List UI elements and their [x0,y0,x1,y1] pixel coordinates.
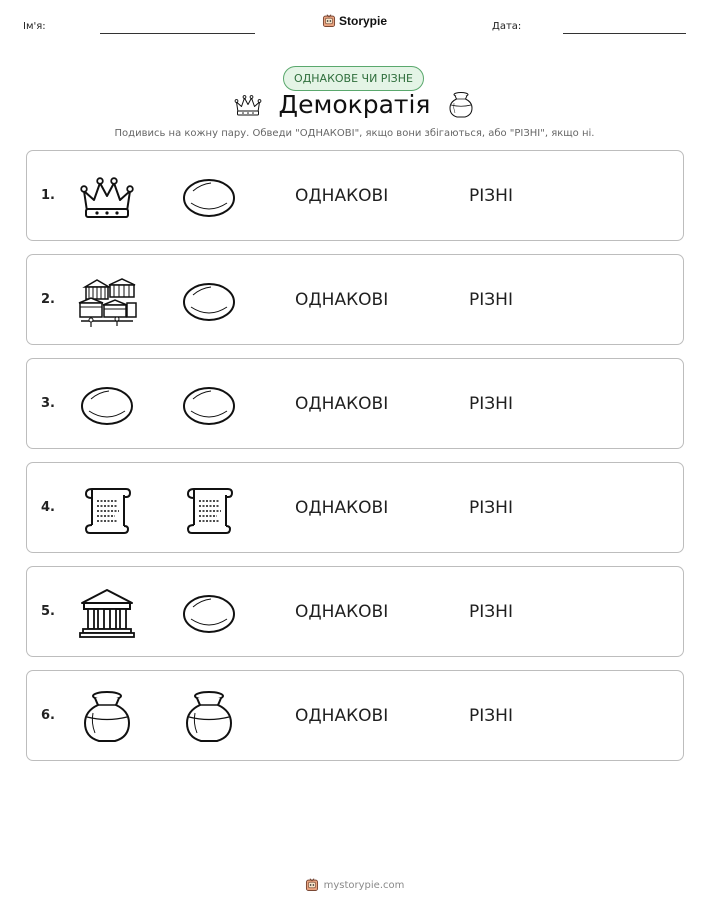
question-row-4 [26,462,684,553]
question-row-2 [26,254,684,345]
pebble-icon [179,169,239,225]
different-option[interactable]: РІЗНІ [469,705,513,726]
date-label: Дата: [492,21,522,32]
same-option[interactable]: ОДНАКОВІ [295,705,389,726]
pebble-icon [179,377,239,433]
temple-icon [77,585,137,641]
name-label: Ім'я: [23,21,46,32]
same-option[interactable]: ОДНАКОВІ [295,601,389,622]
question-row-6 [26,670,684,761]
crown-icon [77,169,137,225]
question-number: 3. [41,396,55,411]
same-option[interactable]: ОДНАКОВІ [295,289,389,310]
brand-logo [0,14,709,28]
page-title: Демократія [278,90,431,119]
different-option[interactable]: РІЗНІ [469,601,513,622]
question-row-3 [26,358,684,449]
brand-name: Storypie [338,14,387,28]
pebble-icon [77,377,137,433]
name-line[interactable] [100,33,255,34]
vase-icon [179,689,239,745]
date-line[interactable] [563,33,686,34]
vase-icon [77,689,137,745]
title-row [0,90,709,119]
different-option[interactable]: РІЗНІ [469,289,513,310]
market-town-icon [77,273,137,329]
different-option[interactable]: РІЗНІ [469,497,513,518]
different-option[interactable]: РІЗНІ [469,185,513,206]
storypie-logo-icon [322,14,336,28]
question-number: 2. [41,292,55,307]
scroll-icon [179,481,239,537]
footer [0,878,709,892]
question-number: 6. [41,708,55,723]
question-number: 1. [41,188,55,203]
pebble-icon [179,585,239,641]
footer-url[interactable]: mystorypie.com [323,879,405,891]
different-option[interactable]: РІЗНІ [469,393,513,414]
question-row-1 [26,150,684,241]
same-option[interactable]: ОДНАКОВІ [295,185,389,206]
vase-icon [446,91,476,119]
question-row-5 [26,566,684,657]
scroll-icon [77,481,137,537]
storypie-logo-icon [305,878,319,892]
question-number: 5. [41,604,55,619]
same-option[interactable]: ОДНАКОВІ [295,497,389,518]
same-option[interactable]: ОДНАКОВІ [295,393,389,414]
pebble-icon [179,273,239,329]
instructions: Подивись на кожну пару. Обведи "ОДНАКОВІ", якщо вони збігаються, або "РІЗНІ", якщо ні. [114,128,595,139]
question-number: 4. [41,500,55,515]
worksheet-type-badge: ОДНАКОВЕ ЧИ РІЗНЕ [283,66,424,91]
crown-icon [233,91,263,119]
